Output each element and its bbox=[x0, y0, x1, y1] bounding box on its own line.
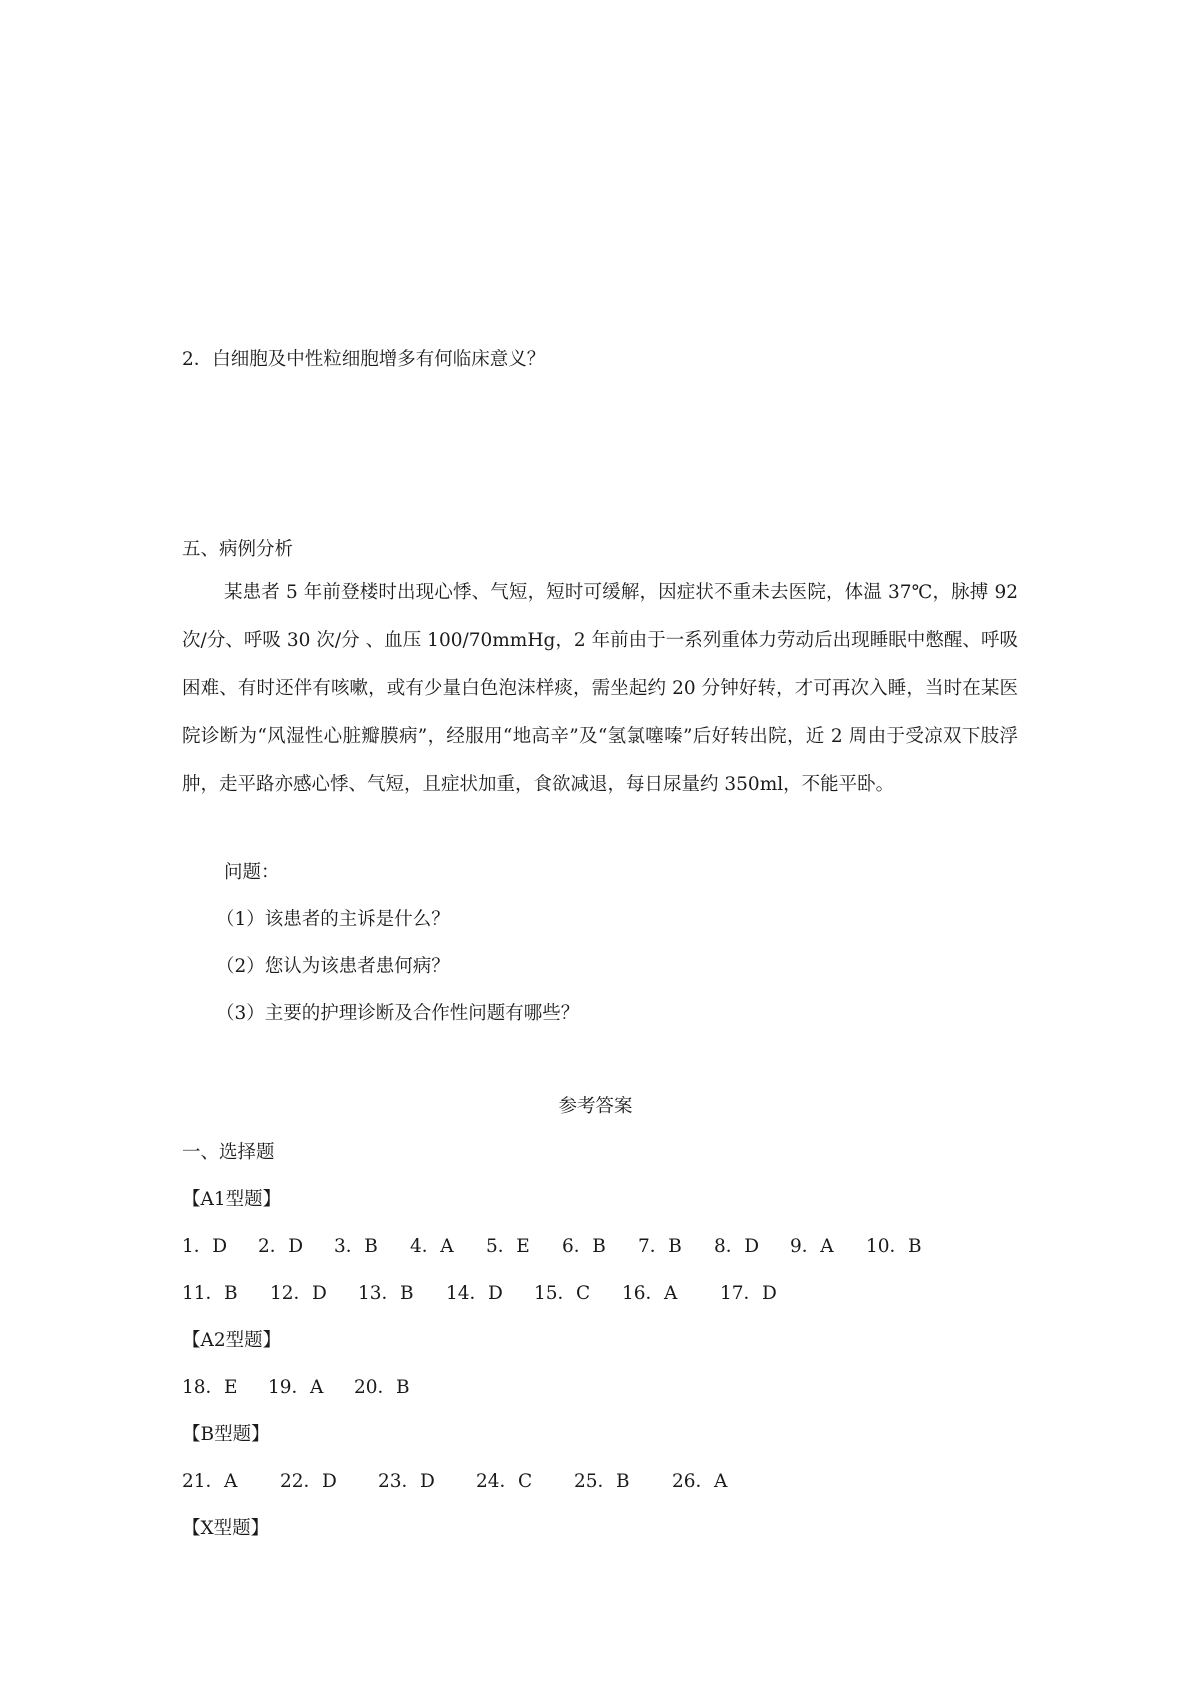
questions-label: 问题： bbox=[224, 862, 280, 883]
a2-answers-row bbox=[182, 1376, 410, 1400]
answer-item: 9．A bbox=[790, 1236, 834, 1257]
answer-item: 8．D bbox=[714, 1236, 760, 1257]
answer-item: 3．B bbox=[334, 1236, 378, 1257]
answer-item: 23．D bbox=[378, 1471, 435, 1492]
a2-label: 【A2型题】 bbox=[182, 1330, 282, 1351]
answer-item: 1．D bbox=[182, 1236, 228, 1257]
answer-item: 26．A bbox=[672, 1471, 728, 1492]
answer-item: 24．C bbox=[476, 1471, 533, 1492]
x-label: 【X型题】 bbox=[182, 1518, 270, 1539]
answer-item: 21．A bbox=[182, 1471, 238, 1492]
answer-item: 14．D bbox=[446, 1283, 503, 1304]
answer-item: 17．D bbox=[720, 1283, 777, 1304]
answers-title: 参考答案 bbox=[558, 1096, 633, 1117]
question-item-2: （2）您认为该患者患何病？ bbox=[216, 956, 450, 977]
answer-item: 2．D bbox=[258, 1236, 304, 1257]
answers-section-choice: 一、选择题 bbox=[182, 1142, 275, 1163]
question-item-3: （3）主要的护理诊断及合作性问题有哪些？ bbox=[216, 1003, 580, 1024]
a1-answers-row-2 bbox=[182, 1282, 777, 1306]
question-2: 2．白细胞及中性粒细胞增多有何临床意义？ bbox=[182, 349, 546, 370]
answer-item: 5．E bbox=[486, 1236, 530, 1257]
answer-item: 11．B bbox=[182, 1283, 238, 1304]
answer-item: 7．B bbox=[638, 1236, 682, 1257]
answer-item: 12．D bbox=[270, 1283, 327, 1304]
answer-item: 10．B bbox=[866, 1236, 922, 1257]
b-label: 【B型题】 bbox=[182, 1424, 270, 1445]
answer-item: 18．E bbox=[182, 1377, 238, 1398]
a1-answers-row-1 bbox=[182, 1235, 922, 1259]
section-heading-case-analysis: 五、病例分析 bbox=[182, 539, 294, 560]
b-answers-row bbox=[182, 1470, 727, 1494]
answer-item: 13．B bbox=[358, 1283, 414, 1304]
answer-item: 25．B bbox=[574, 1471, 630, 1492]
answer-item: 20．B bbox=[354, 1377, 410, 1398]
case-description: 某患者 5 年前登楼时出现心悸、气短，短时可缓解，因症状不重未去医院，体温 37℃，脉搏 92 次/分、呼吸 30 次/分 、血压 100/70mmHg，2 年前由于一系列重体力劳动后出现睡眠中憋醒、呼吸困难、有时还伴有咳嗽，或有少量白色泡沫样痰，需坐起约 20 分钟好转，才可再次入睡，当时在某医院诊断为“风湿性心脏瓣膜病”，经服用“地高辛”及“氢氯噻嗪”后好转出院，近 2 周由于受凉双下肢浮肿，走平路亦感心悸、气短，且症状加重，食欲减退，每日尿量约 350ml，不能平卧。 bbox=[182, 582, 1018, 795]
answer-item: 6．B bbox=[562, 1236, 606, 1257]
answer-item: 4．A bbox=[410, 1236, 454, 1257]
answer-item: 15．C bbox=[534, 1283, 591, 1304]
answer-item: 22．D bbox=[280, 1471, 337, 1492]
answer-item: 16．A bbox=[622, 1283, 678, 1304]
answer-item: 19．A bbox=[268, 1377, 324, 1398]
question-item-1: （1）该患者的主诉是什么？ bbox=[216, 909, 450, 930]
a1-label: 【A1型题】 bbox=[182, 1189, 282, 1210]
